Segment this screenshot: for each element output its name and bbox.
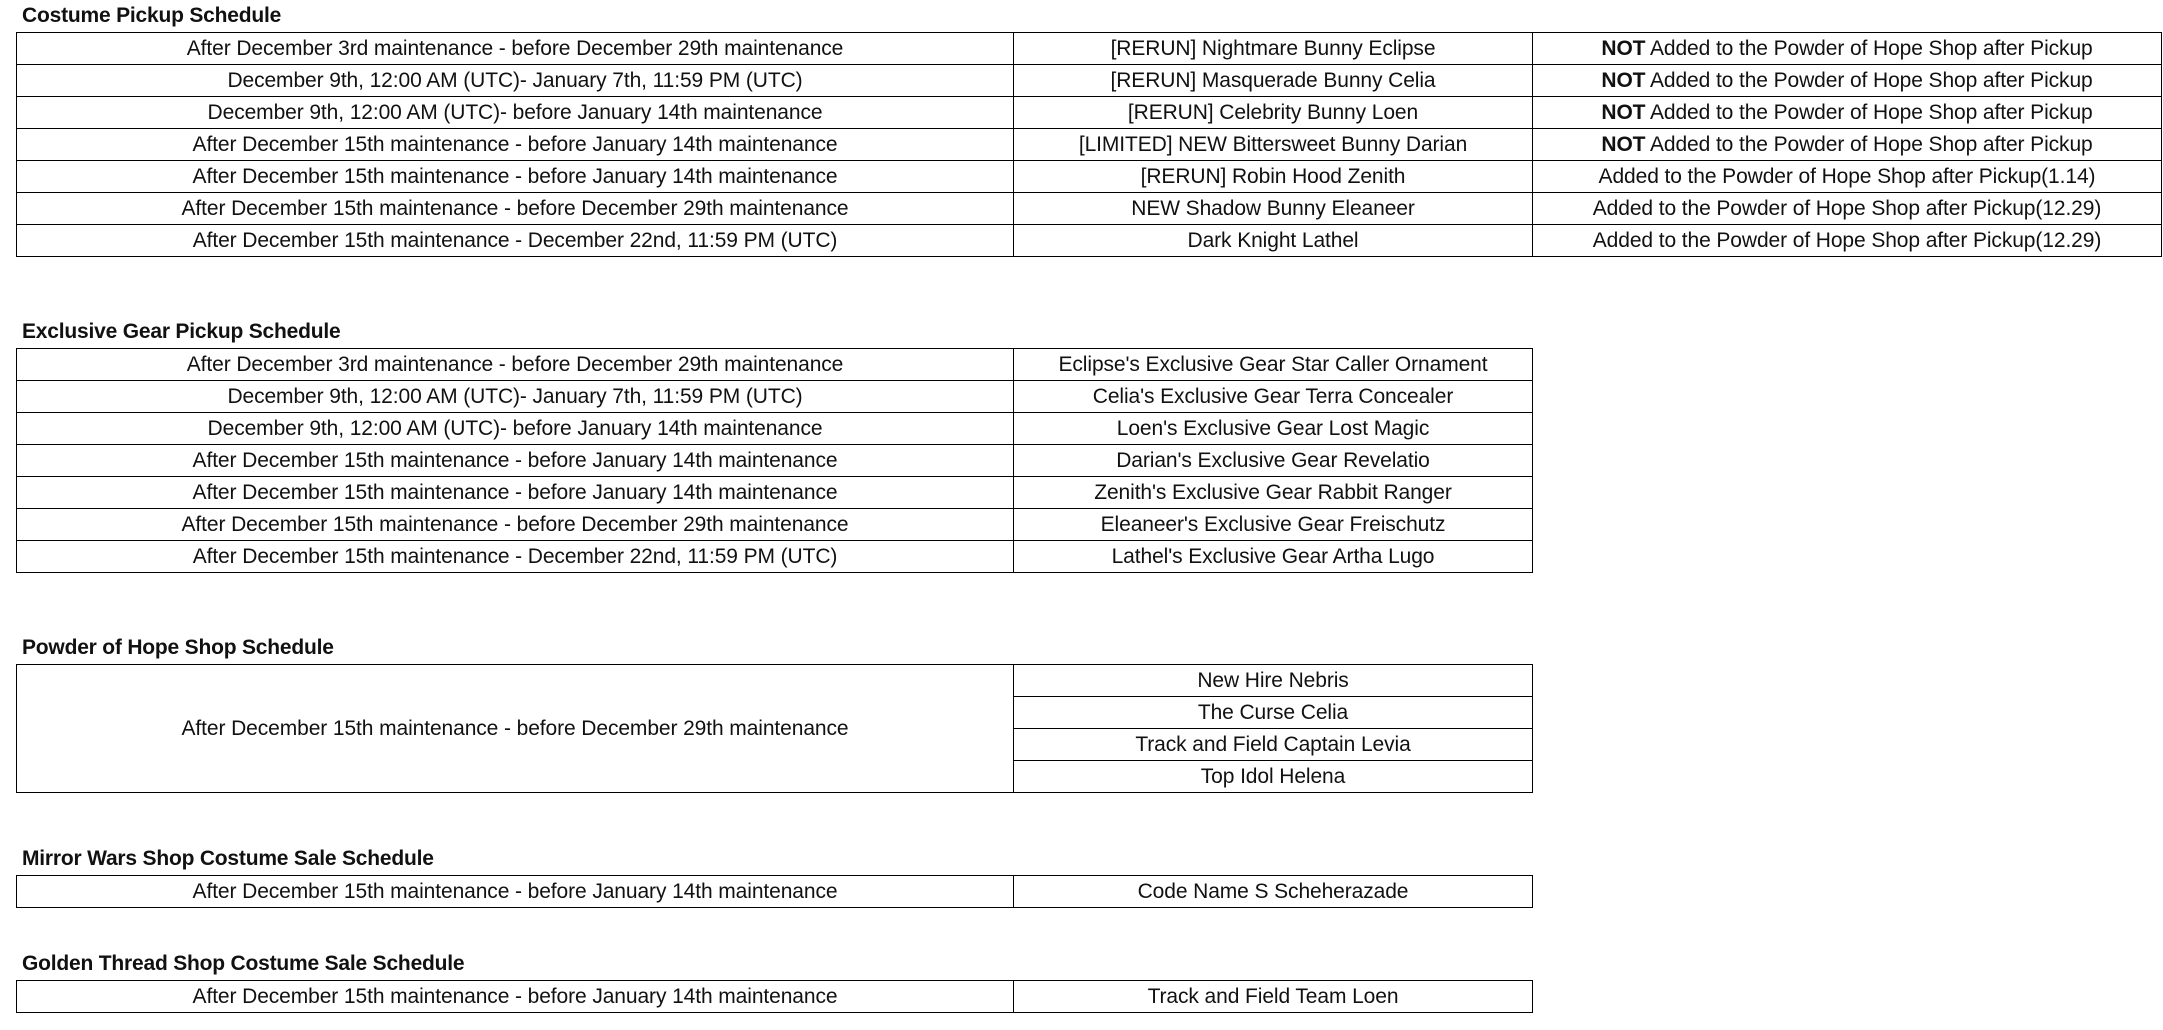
- shop-note-text: Added to the Powder of Hope Shop after Pickup: [1645, 68, 2093, 92]
- table-row: [17, 129, 2162, 161]
- shop-note-cell: Added to the Powder of Hope Shop after Pickup(12.29): [1533, 193, 2162, 225]
- table-row: [17, 445, 1533, 477]
- shop-note-cell: [1533, 65, 2162, 97]
- gear-cell: Loen's Exclusive Gear Lost Magic: [1014, 413, 1533, 445]
- costume-cell: Dark Knight Lathel: [1014, 225, 1533, 257]
- not-label: NOT: [1601, 132, 1646, 156]
- table-row: [17, 161, 2162, 193]
- costume-cell: [RERUN] Celebrity Bunny Loen: [1014, 97, 1533, 129]
- period-cell: After December 3rd maintenance - before December 29th maintenance: [17, 349, 1014, 381]
- not-label: NOT: [1601, 68, 1646, 92]
- period-cell: December 9th, 12:00 AM (UTC)- January 7th, 11:59 PM (UTC): [17, 65, 1014, 97]
- table-row: [17, 413, 1533, 445]
- shop-note-text: Added to the Powder of Hope Shop after Pickup: [1645, 132, 2093, 156]
- golden-thread-table: [16, 980, 1533, 1013]
- costume-cell: Top Idol Helena: [1014, 761, 1533, 793]
- period-cell: After December 15th maintenance - before January 14th maintenance: [17, 161, 1014, 193]
- costume-cell: [RERUN] Robin Hood Zenith: [1014, 161, 1533, 193]
- period-cell: After December 15th maintenance - before January 14th maintenance: [17, 981, 1014, 1013]
- costume-cell: [LIMITED] NEW Bittersweet Bunny Darian: [1014, 129, 1533, 161]
- period-cell: December 9th, 12:00 AM (UTC)- before January 14th maintenance: [17, 97, 1014, 129]
- gear-cell: Zenith's Exclusive Gear Rabbit Ranger: [1014, 477, 1533, 509]
- shop-note-cell: Added to the Powder of Hope Shop after Pickup(12.29): [1533, 225, 2162, 257]
- table-row: [17, 477, 1533, 509]
- period-cell: After December 15th maintenance - before January 14th maintenance: [17, 477, 1014, 509]
- shop-note-cell: [1533, 33, 2162, 65]
- period-cell: December 9th, 12:00 AM (UTC)- before January 14th maintenance: [17, 413, 1014, 445]
- table-row: [17, 97, 2162, 129]
- powder-of-hope-table: [16, 664, 1533, 793]
- gear-cell: Eclipse's Exclusive Gear Star Caller Ornament: [1014, 349, 1533, 381]
- gear-cell: Darian's Exclusive Gear Revelatio: [1014, 445, 1533, 477]
- costume-cell: Track and Field Captain Levia: [1014, 729, 1533, 761]
- costume-cell: The Curse Celia: [1014, 697, 1533, 729]
- period-cell: After December 3rd maintenance - before December 29th maintenance: [17, 33, 1014, 65]
- table-row: [17, 876, 1533, 908]
- gear-cell: Eleaneer's Exclusive Gear Freischutz: [1014, 509, 1533, 541]
- table-row: [17, 349, 1533, 381]
- table-row: [17, 193, 2162, 225]
- table-row: [17, 65, 2162, 97]
- mirror-wars-table: [16, 875, 1533, 908]
- table-row: [17, 225, 2162, 257]
- period-cell: After December 15th maintenance - before December 29th maintenance: [17, 509, 1014, 541]
- gear-cell: Celia's Exclusive Gear Terra Concealer: [1014, 381, 1533, 413]
- exclusive-gear-title: Exclusive Gear Pickup Schedule: [22, 320, 341, 343]
- costume-cell: New Hire Nebris: [1014, 665, 1533, 697]
- shop-note-text: Added to the Powder of Hope Shop after Pickup: [1645, 100, 2093, 124]
- costume-pickup-table: [16, 32, 2162, 257]
- gear-cell: Lathel's Exclusive Gear Artha Lugo: [1014, 541, 1533, 573]
- powder-of-hope-section: [16, 636, 1533, 793]
- mirror-wars-section: [16, 847, 1533, 908]
- costume-cell: [RERUN] Nightmare Bunny Eclipse: [1014, 33, 1533, 65]
- period-cell: December 9th, 12:00 AM (UTC)- January 7th, 11:59 PM (UTC): [17, 381, 1014, 413]
- costume-pickup-title: Costume Pickup Schedule: [22, 4, 282, 27]
- exclusive-gear-section: [16, 320, 1533, 573]
- period-cell: After December 15th maintenance - before December 29th maintenance: [17, 665, 1014, 793]
- powder-of-hope-title: Powder of Hope Shop Schedule: [22, 636, 334, 659]
- shop-note-text: Added to the Powder of Hope Shop after Pickup: [1645, 36, 2093, 60]
- costume-cell: [RERUN] Masquerade Bunny Celia: [1014, 65, 1533, 97]
- period-cell: After December 15th maintenance - December 22nd, 11:59 PM (UTC): [17, 541, 1014, 573]
- period-cell: After December 15th maintenance - December 22nd, 11:59 PM (UTC): [17, 225, 1014, 257]
- table-row: [17, 981, 1533, 1013]
- shop-note-cell: [1533, 129, 2162, 161]
- mirror-wars-title: Mirror Wars Shop Costume Sale Schedule: [22, 847, 434, 870]
- table-row: [17, 381, 1533, 413]
- period-cell: After December 15th maintenance - before January 14th maintenance: [17, 129, 1014, 161]
- golden-thread-section: [16, 952, 1533, 1013]
- table-row: [17, 509, 1533, 541]
- shop-note-cell: Added to the Powder of Hope Shop after Pickup(1.14): [1533, 161, 2162, 193]
- not-label: NOT: [1601, 36, 1646, 60]
- period-cell: After December 15th maintenance - before December 29th maintenance: [17, 193, 1014, 225]
- period-cell: After December 15th maintenance - before January 14th maintenance: [17, 445, 1014, 477]
- shop-note-cell: [1533, 97, 2162, 129]
- costume-pickup-section: [16, 4, 2162, 257]
- golden-thread-title: Golden Thread Shop Costume Sale Schedule: [22, 952, 465, 975]
- costume-cell: NEW Shadow Bunny Eleaneer: [1014, 193, 1533, 225]
- period-cell: After December 15th maintenance - before January 14th maintenance: [17, 876, 1014, 908]
- exclusive-gear-table: [16, 348, 1533, 573]
- not-label: NOT: [1601, 100, 1646, 124]
- costume-cell: Code Name S Scheherazade: [1014, 876, 1533, 908]
- table-row: [17, 665, 1533, 697]
- table-row: [17, 541, 1533, 573]
- costume-cell: Track and Field Team Loen: [1014, 981, 1533, 1013]
- table-row: [17, 33, 2162, 65]
